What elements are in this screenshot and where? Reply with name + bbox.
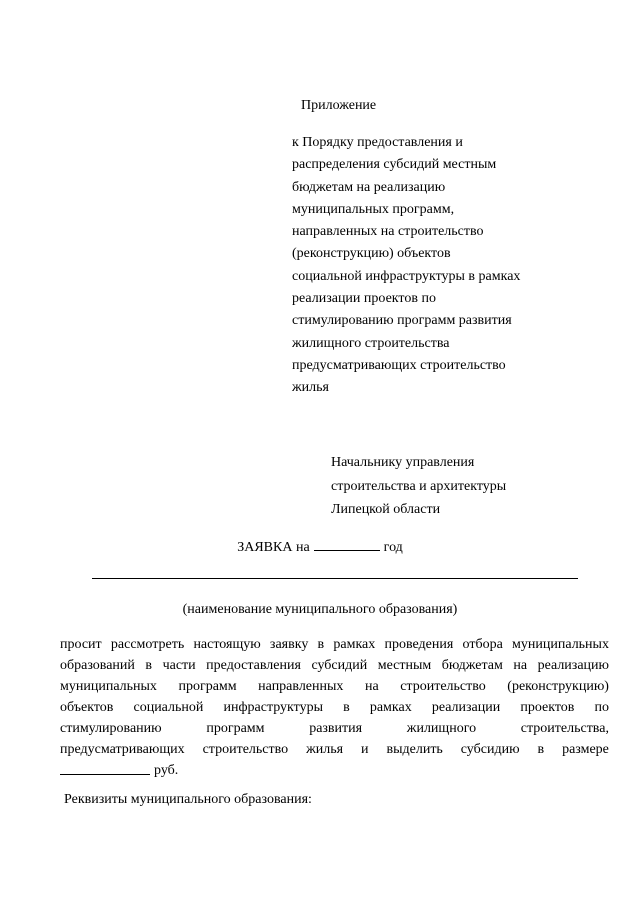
body-word: (реконструкцию) bbox=[507, 679, 609, 694]
body-word: местным bbox=[377, 658, 432, 673]
body-word: и bbox=[361, 742, 369, 757]
body-word: на bbox=[364, 679, 379, 694]
request-title bbox=[0, 536, 640, 559]
body-word: субсидию bbox=[460, 742, 520, 757]
body-word: в bbox=[317, 637, 325, 652]
appendix-line: (реконструкцию) объектов bbox=[292, 246, 451, 262]
addressee-line: строительства и архитектуры bbox=[331, 478, 507, 494]
currency-label: руб. bbox=[154, 763, 179, 778]
body-word: объектов bbox=[60, 700, 114, 715]
body-word: стимулированию bbox=[60, 721, 162, 736]
body-word: в bbox=[343, 700, 350, 715]
appendix-line: направленных на строительство bbox=[292, 224, 484, 240]
requisites-label: Реквизиты муниципального образования: bbox=[64, 792, 312, 807]
addressee-line: Липецкой области bbox=[331, 502, 441, 517]
body-word: направленных bbox=[258, 679, 344, 694]
appendix-line: бюджетам на реализацию bbox=[292, 179, 446, 195]
appendix-line: муниципальных программ, bbox=[292, 201, 455, 217]
appendix-line: социальной инфраструктуры в рамках bbox=[292, 268, 521, 284]
body-word: развития bbox=[309, 721, 363, 736]
body-word: настоящую bbox=[193, 637, 261, 652]
body-word: предоставления bbox=[206, 658, 301, 673]
body-line bbox=[60, 718, 609, 739]
body-word: на bbox=[513, 658, 528, 673]
body-word: муниципальных bbox=[512, 637, 609, 652]
body-word: строительства, bbox=[520, 721, 609, 736]
body-line bbox=[60, 634, 609, 655]
body-word: рамках bbox=[333, 637, 376, 652]
appendix-line: к Порядку предоставления и bbox=[292, 135, 463, 150]
request-body bbox=[60, 634, 609, 781]
appendix-line: жилищного строительства bbox=[292, 335, 450, 351]
body-line bbox=[60, 739, 609, 760]
appendix-line: реализации проектов по bbox=[292, 291, 436, 307]
body-word: рассмотреть bbox=[110, 637, 185, 652]
body-word: инфраструктуры bbox=[223, 700, 324, 715]
municipality-caption: (наименование муниципального образования) bbox=[182, 602, 458, 617]
body-word: субсидий bbox=[311, 658, 368, 673]
addressee-line: Начальнику управления bbox=[331, 455, 475, 470]
body-word: реализации bbox=[431, 700, 501, 715]
body-word: в bbox=[145, 658, 153, 673]
request-title-prefix: ЗАЯВКА на bbox=[237, 540, 310, 555]
year-blank-field[interactable] bbox=[314, 536, 380, 551]
appendix-line: стимулированию программ развития bbox=[292, 313, 512, 329]
body-line bbox=[60, 760, 609, 781]
body-word: по bbox=[594, 700, 609, 715]
body-word: образований bbox=[60, 658, 135, 673]
appendix-line: жилья bbox=[292, 380, 329, 396]
body-word: жилищного bbox=[406, 721, 477, 736]
body-word: рамках bbox=[369, 700, 412, 715]
appendix-line: распределения субсидий местным bbox=[292, 157, 497, 173]
body-word: муниципальных bbox=[60, 679, 157, 694]
body-word: социальной bbox=[133, 700, 204, 715]
body-word: жилья bbox=[306, 742, 344, 757]
body-word: бюджетам bbox=[441, 658, 503, 673]
body-word: заявку bbox=[269, 637, 309, 652]
body-line bbox=[60, 655, 609, 676]
body-word: строительство bbox=[400, 679, 486, 694]
municipality-name-field[interactable] bbox=[92, 578, 578, 579]
body-word: реализацию bbox=[537, 658, 609, 673]
appendix-title: Приложение bbox=[301, 98, 377, 113]
body-line bbox=[60, 676, 609, 697]
appendix-text bbox=[292, 132, 622, 400]
body-word: размере bbox=[562, 742, 609, 757]
subsidy-amount-field[interactable] bbox=[60, 760, 150, 775]
body-word: проведения bbox=[384, 637, 454, 652]
body-word: программ bbox=[206, 721, 265, 736]
body-word: проектов bbox=[520, 700, 575, 715]
body-line bbox=[60, 697, 609, 718]
body-word: отбора bbox=[462, 637, 503, 652]
addressee-block bbox=[331, 451, 506, 522]
body-word: выделить bbox=[386, 742, 443, 757]
body-word: предусматривающих bbox=[60, 742, 185, 757]
body-word: в bbox=[537, 742, 545, 757]
body-word: просит bbox=[60, 637, 102, 652]
request-title-suffix: год bbox=[383, 540, 403, 555]
body-word: строительство bbox=[202, 742, 289, 757]
appendix-line: предусматривающих строительство bbox=[292, 357, 506, 373]
body-word: части bbox=[162, 658, 196, 673]
body-word: программ bbox=[178, 679, 237, 694]
